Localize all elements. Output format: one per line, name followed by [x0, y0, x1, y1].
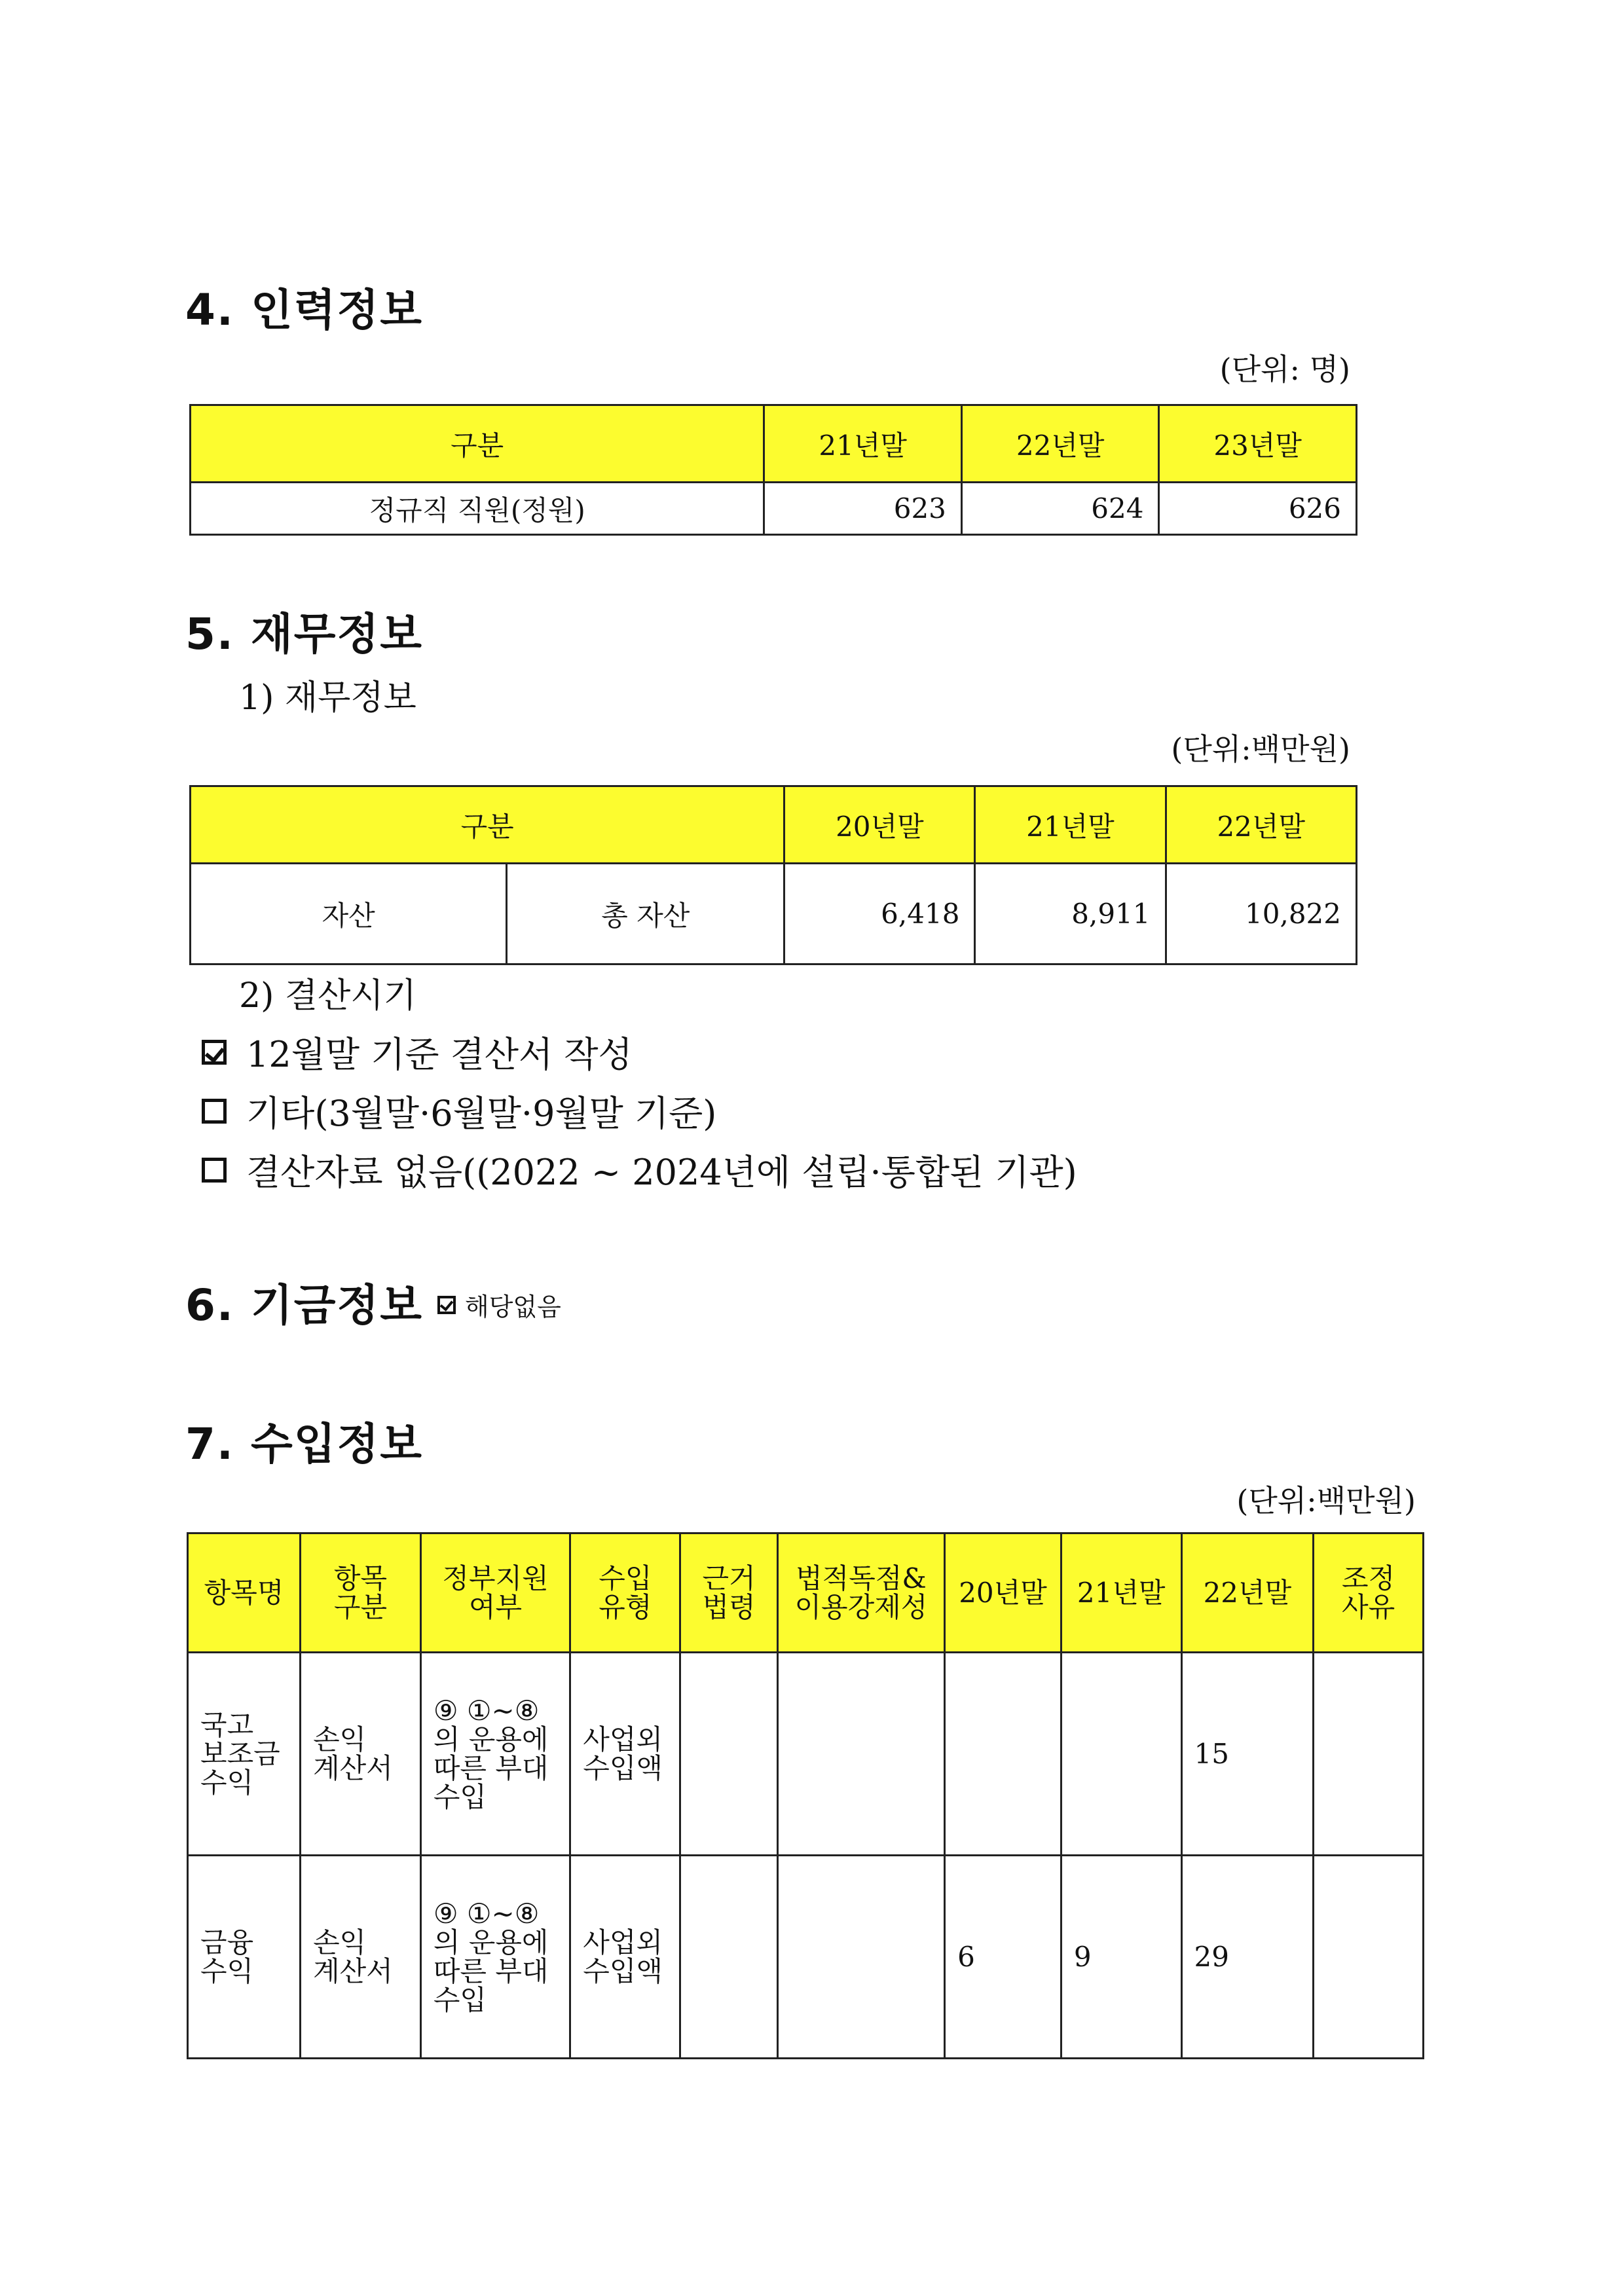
checkbox-icon[interactable]	[202, 1099, 227, 1124]
cell-reason	[1314, 1856, 1424, 2059]
header-21: 21년말	[975, 786, 1166, 864]
section-7-unit: (단위:백만원)	[1236, 1483, 1416, 1518]
option-december[interactable]	[202, 1027, 633, 1077]
cell-mono	[777, 1856, 944, 2059]
option-none[interactable]	[202, 1145, 1077, 1195]
header-21: 21년말	[1061, 1533, 1181, 1653]
option-label: 12월말 기준 결산서 작성	[246, 1034, 633, 1075]
header-gov-support: 정부지원 여부	[420, 1533, 570, 1653]
checkbox-checked-icon[interactable]	[437, 1296, 456, 1314]
cell-reason	[1314, 1653, 1424, 1856]
cell-mono	[777, 1653, 944, 1856]
income-table	[187, 1532, 1424, 2059]
cell-law	[680, 1856, 777, 2059]
section-5-sub2: 2) 결산시기	[239, 976, 416, 1016]
finance-table	[189, 785, 1357, 965]
staff-table	[189, 404, 1357, 536]
section-4-unit: (단위: 명)	[1219, 352, 1350, 387]
cell-y20	[945, 1653, 1061, 1856]
cell-support: ⑨ ①~⑧ 의 운용에 따른 부대 수입	[420, 1653, 570, 1856]
header-legal-basis: 근거 법령	[680, 1533, 777, 1653]
fund-note-label: 해당없음	[465, 1293, 561, 1321]
cell-value: 626	[1159, 483, 1357, 535]
table-row	[188, 1856, 1424, 2059]
cell-y21	[1061, 1653, 1181, 1856]
checkbox-icon[interactable]	[202, 1158, 227, 1183]
cell-y22: 29	[1181, 1856, 1314, 2059]
section-5-unit: (단위:백만원)	[1171, 731, 1350, 767]
header-monopoly: 법적독점& 이용강제성	[777, 1533, 944, 1653]
section-4-title: 4. 인력정보	[185, 285, 423, 335]
cell-y21: 9	[1061, 1856, 1181, 2059]
cell-law	[680, 1653, 777, 1856]
cell-value: 6,418	[784, 864, 975, 964]
header-income-type: 수입 유형	[570, 1533, 680, 1653]
header-category: 구분	[191, 405, 764, 483]
header-21: 21년말	[764, 405, 962, 483]
cell-value: 8,911	[975, 864, 1166, 964]
option-other[interactable]	[202, 1086, 716, 1136]
header-23: 23년말	[1159, 405, 1357, 483]
option-label: 기타(3월말·6월말·9월말 기준)	[246, 1093, 717, 1134]
section-5-sub1: 1) 재무정보	[239, 678, 416, 718]
cell-type: 손익 계산서	[301, 1653, 421, 1856]
row-label: 정규직 직원(정원)	[191, 483, 764, 535]
header-22: 22년말	[1166, 786, 1356, 864]
checkbox-checked-icon[interactable]	[202, 1040, 227, 1065]
section-7-title: 7. 수입정보	[185, 1419, 423, 1469]
cell-value: 10,822	[1166, 864, 1356, 964]
header-reason: 조정 사유	[1314, 1533, 1424, 1653]
header-item-type: 항목 구분	[301, 1533, 421, 1653]
cell-support: ⑨ ①~⑧ 의 운용에 따른 부대 수입	[420, 1856, 570, 2059]
cell-name: 국고 보조금 수익	[188, 1653, 301, 1856]
header-22: 22년말	[1181, 1533, 1314, 1653]
cell-name: 금융 수익	[188, 1856, 301, 2059]
cell-y20: 6	[945, 1856, 1061, 2059]
row-category: 자산	[191, 864, 507, 964]
header-item-name: 항목명	[188, 1533, 301, 1653]
header-20: 20년말	[945, 1533, 1061, 1653]
row-item: 총 자산	[507, 864, 784, 964]
section-5-title: 5. 재무정보	[185, 609, 423, 659]
income-header-row	[188, 1533, 1424, 1653]
cell-value: 623	[764, 483, 962, 535]
option-label: 결산자료 없음((2022 ~ 2024년에 설립·통합된 기관)	[246, 1152, 1077, 1193]
section-6-title: 6. 기금정보	[185, 1280, 423, 1331]
section-6-header	[185, 1270, 561, 1332]
cell-value: 624	[961, 483, 1159, 535]
header-20: 20년말	[784, 786, 975, 864]
fund-note	[437, 1287, 561, 1323]
header-category: 구분	[191, 786, 784, 864]
cell-income: 사업외 수입액	[570, 1856, 680, 2059]
cell-type: 손익 계산서	[301, 1856, 421, 2059]
table-row	[188, 1653, 1424, 1856]
header-22: 22년말	[961, 405, 1159, 483]
cell-y22: 15	[1181, 1653, 1314, 1856]
cell-income: 사업외 수입액	[570, 1653, 680, 1856]
